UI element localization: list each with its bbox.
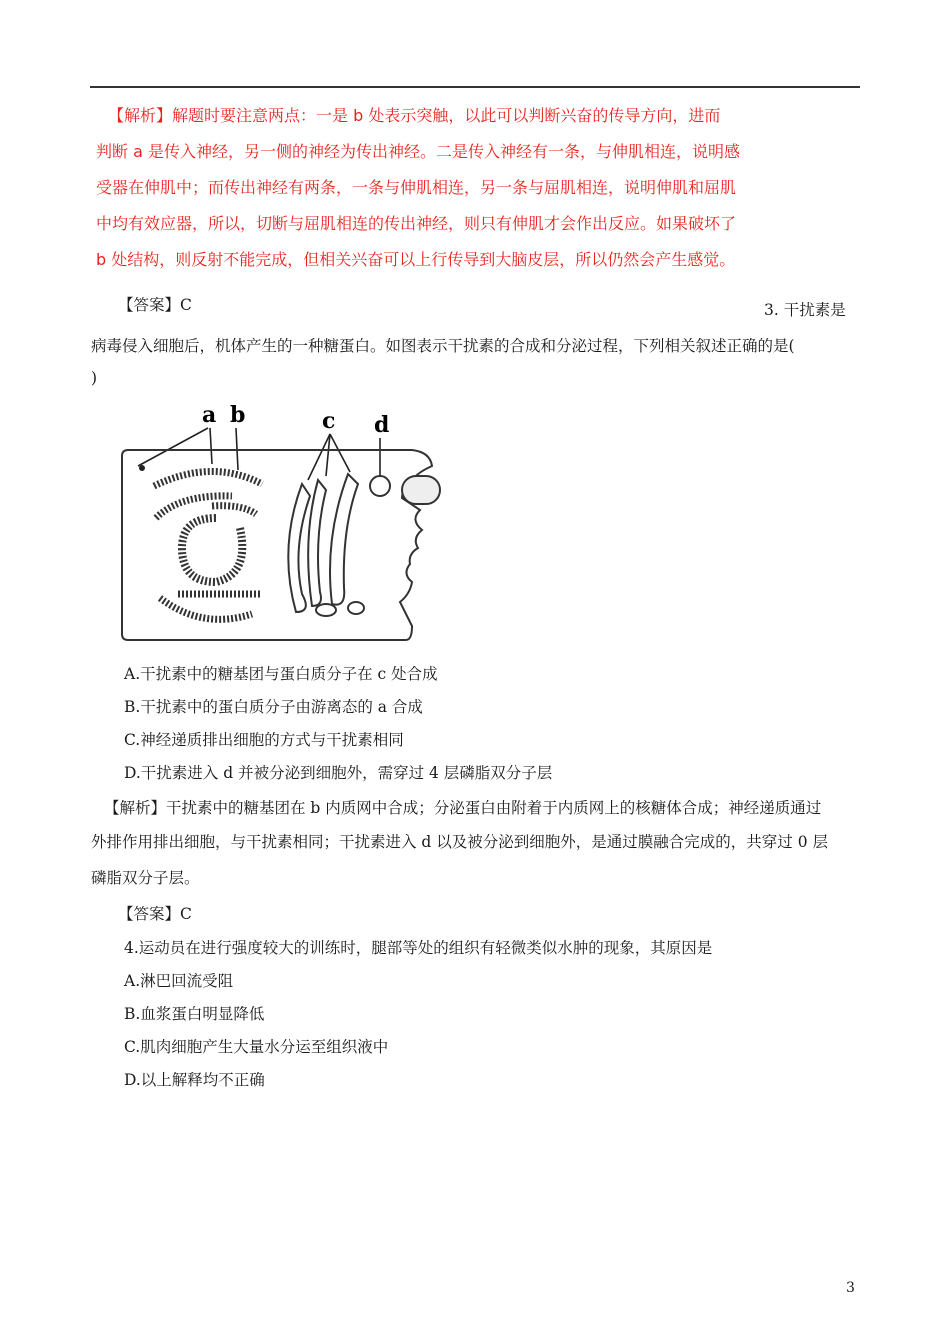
analysis1-line4: 中均有效应器，所以，切断与屈肌相连的传出神经，则只有伸肌才会作出反应。如果破坏了 <box>96 214 737 233</box>
golgi-apparatus <box>288 474 358 612</box>
label-d: d <box>374 412 390 438</box>
q3-option-c: C.神经递质排出细胞的方式与干扰素相同 <box>124 731 404 749</box>
q3-option-b: B.干扰素中的蛋白质分子由游离态的 a 合成 <box>124 698 423 716</box>
q3-start: 3. 干扰素是 <box>764 301 846 319</box>
analysis2-line1: 【解析】干扰素中的糖基团在 b 内质网中合成；分泌蛋白由附着于内质网上的核糖体合成；神经递质通过 <box>104 799 822 817</box>
page-number: 3 <box>846 1280 855 1296</box>
analysis1-line3: 受器在伸肌中；而传出神经有两条，一条与伸肌相连，另一条与屈肌相连，说明伸肌和屈肌 <box>96 178 737 197</box>
label-c: c <box>322 408 336 434</box>
analysis1-line5: b 处结构，则反射不能完成，但相关兴奋可以上行传导到大脑皮层，所以仍然会产生感觉。 <box>96 250 736 269</box>
label-b: b <box>230 402 246 428</box>
answer1: 【答案】C <box>118 296 192 314</box>
q4-stem: 4.运动员在进行强度较大的训练时，腿部等处的组织有轻微类似水肿的现象，其原因是 <box>124 939 713 957</box>
nucleus <box>182 518 242 582</box>
q3-option-d: D.干扰素进入 d 并被分泌到细胞外，需穿过 4 层磷脂双分子层 <box>124 764 553 782</box>
analysis1-line1: 【解析】解题时要注意两点：一是 b 处表示突触，以此可以判断兴奋的传导方向，进而 <box>108 106 721 125</box>
label-a: a <box>202 402 217 428</box>
answer2: 【答案】C <box>118 905 192 923</box>
q4-option-b: B.血浆蛋白明显降低 <box>124 1005 265 1023</box>
header-rule <box>90 86 860 88</box>
q4-option-c: C.肌肉细胞产生大量水分运至组织液中 <box>124 1038 389 1056</box>
vesicle-d <box>370 476 390 496</box>
q4-option-a: A.淋巴回流受阻 <box>124 972 234 990</box>
secretion-vesicle <box>402 476 440 504</box>
analysis1-line2: 判断 a 是传入神经，另一侧的神经为传出神经。二是传入神经有一条，与伸肌相连，说明感 <box>96 142 740 161</box>
analysis2-line3: 磷脂双分子层。 <box>91 869 200 887</box>
q3-option-a: A.干扰素中的糖基团与蛋白质分子在 c 处合成 <box>124 665 438 683</box>
q3-line1: 病毒侵入细胞后，机体产生的一种糖蛋白。如图表示干扰素的合成和分泌过程，下列相关叙述正确的是( <box>91 337 795 355</box>
analysis2-line2: 外排作用排出细胞，与干扰素相同；干扰素进入 d 以及被分泌到细胞外，是通过膜融合完成的，共穿过 0 层 <box>91 833 828 851</box>
cell-diagram <box>112 398 458 644</box>
diagram-labels <box>202 402 389 438</box>
pointer-lines <box>138 428 380 480</box>
q4-option-d: D.以上解释均不正确 <box>124 1071 265 1089</box>
q3-line2: ) <box>91 369 98 387</box>
